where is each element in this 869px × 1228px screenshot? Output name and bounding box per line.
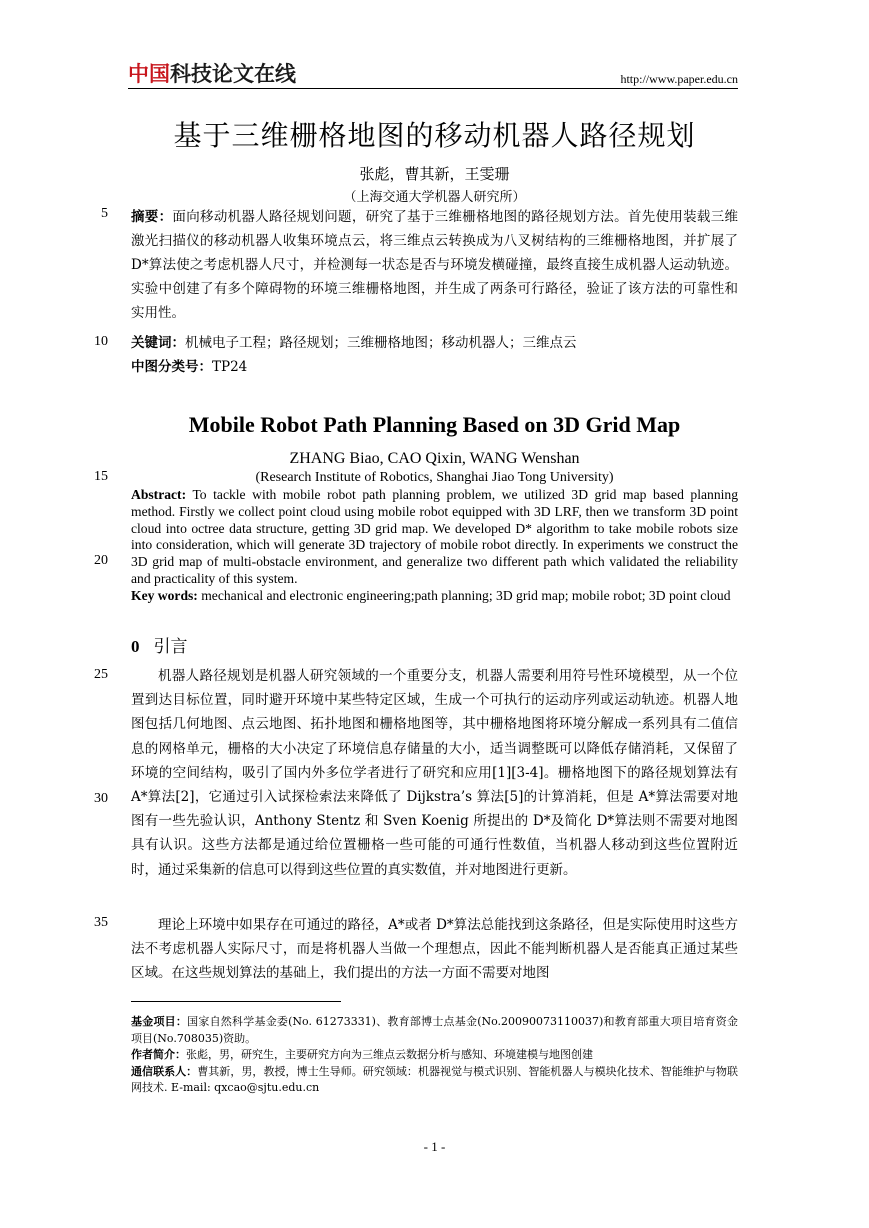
affiliation-en: (Research Institute of Robotics, Shanghai Jiao Tong University) xyxy=(255,470,614,485)
footnote-contact-label: 通信联系人： xyxy=(131,1064,198,1078)
paper-title-cn: 基于三维栅格地图的移动机器人路径规划 xyxy=(173,119,696,152)
keywords-en-text: mechanical and electronic engineering;path planning; 3D grid map; mobile robot; 3D point cloud xyxy=(201,588,731,603)
footnote-funding-text: 国家自然科学基金委(No. 61273331)、教育部博士点基金(No.20090073110037)和教育部重大项目培育资金项目(No.708035)资助。 xyxy=(131,1015,739,1045)
line-number-15: 15 xyxy=(94,469,108,484)
line-number-10: 10 xyxy=(94,334,108,349)
footnote-rule xyxy=(131,1001,341,1002)
footnote-author-text: 张彪，男，研究生，主要研究方向为三维点云数据分析与感知、环境建模与地图创建 xyxy=(186,1048,593,1061)
classification-cn-label: 中图分类号： xyxy=(131,359,212,375)
abstract-en-label: Abstract: xyxy=(131,487,187,502)
paper-title-en: Mobile Robot Path Planning Based on 3D Grid Map xyxy=(188,412,681,437)
keywords-cn xyxy=(131,331,738,355)
keywords-cn-label: 关键词： xyxy=(131,335,185,351)
abstract-en xyxy=(131,487,738,588)
line-number-35: 35 xyxy=(94,915,108,930)
classification-cn xyxy=(131,355,738,379)
line-number-30: 30 xyxy=(94,791,108,806)
keywords-en-label: Key words: xyxy=(131,588,198,603)
journal-logo xyxy=(128,60,296,88)
intro-paragraph-1: 机器人路径规划是机器人研究领域的一个重要分支，机器人需要利用符号性环境模型，从一个位置到达目标位置，同时避开环境中某些特定区域，生成一个可执行的运动序列或运动轨迹。机器人地图包括几何地图、点云地图、拓扑地图和栅格地图等，其中栅格地图将环境分解成一系列具有二值信息的网格单元，栅格的大小决定了环境信息存储量的大小，适当调整既可以降低存储消耗，又保留了环境的空间结构，吸引了国内外多位学者进行了研究和应用[1][3-4]。栅格地图下的路径规划算法有 A*算法[2]，它通过引入试探检索法来降低了 Dijkstra’s 算法[5]的计算消耗，但是 A*算法需要对地图有一些先验认识，Anthony Stentz 和 Sven Koenig 所提出的 D*及简化 D*算法则不需要对地图具有认识。这些方法都是通过给位置栅格一些可能的可通行性数值，当机器人移动到这些位置附近时，通过采集新的信息可以得到这些位置的真实数值，并对地图进行更新。 xyxy=(131,668,738,878)
abstract-en-text: To tackle with mobile robot path planning problem, we utilized 3D grid map based planning method. Firstly we collect point cloud using mobile robot equipped with 3D LRF, then we transform 3D point cloud into octree data structure, getting 3D grid map. We developed D* algorithm to take mobile robots size into consideration, which will generate 3D trajectory of mobile robot directly. In experiments we construct the 3D grid map of multi-obstacle environment, and generalize two different path which validated the reliability and practicality of this system. xyxy=(131,487,739,586)
page-number: - 1 - xyxy=(423,1139,446,1154)
keywords-en xyxy=(131,588,738,605)
line-number-20: 20 xyxy=(94,553,108,568)
line-number-25: 25 xyxy=(94,667,108,682)
header-rule xyxy=(128,88,738,89)
footnote-contact xyxy=(131,1064,738,1097)
line-number-5: 5 xyxy=(101,206,108,221)
authors-cn: 张彪，曹其新，王雯珊 xyxy=(359,165,510,183)
footnote-author-label: 作者简介： xyxy=(131,1048,186,1061)
intro-paragraph-2: 理论上环境中如果存在可通过的路径，A*或者 D*算法总能找到这条路径，但是实际使用时这些方法不考虑机器人实际尺寸，而是将机器人当做一个理想点，因此不能判断机器人是否能真正通过某些区域。在这些规划算法的基础上，我们提出的方法一方面不需要对地图 xyxy=(131,917,738,982)
abstract-cn-label: 摘要： xyxy=(131,209,173,225)
footnote-contact-text: 曹其新，男，教授，博士生导师。研究领域：机器视觉与模式识别、智能机器人与模块化技术、智能维护与物联网技术. E-mail: qxcao@sjtu.edu.cn xyxy=(131,1064,739,1094)
abstract-cn-text: 面向移动机器人路径规划问题，研究了基于三维栅格地图的路径规划方法。首先使用装载三维激光扫描仪的移动机器人收集环境点云，将三维点云转换成为八叉树结构的三维栅格地图，并扩展了 D*算法使之考虑机器人尺寸，并检测每一状态是否与环境发横碰撞，最终直接生成机器人运动轨迹。实验中创建了有多个障碍物的环境三维栅格地图，并生成了两条可行路径，验证了该方法的可靠性和实用性。 xyxy=(131,209,739,321)
footnotes xyxy=(131,1014,738,1097)
section-title: 引言 xyxy=(153,637,188,657)
authors-en: ZHANG Biao, CAO Qixin, WANG Wenshan xyxy=(289,450,580,467)
footnote-funding-label: 基金项目： xyxy=(131,1015,188,1028)
abstract-cn xyxy=(131,205,738,325)
footnote-funding xyxy=(131,1014,738,1047)
affiliation-cn: （上海交通大学机器人研究所） xyxy=(343,190,526,205)
keywords-cn-text: 机械电子工程；路径规划；三维栅格地图；移动机器人；三维点云 xyxy=(185,335,577,351)
logo-dark-text: 科技论文在线 xyxy=(170,62,296,86)
classification-cn-text: TP24 xyxy=(212,359,248,375)
section-number: 0 xyxy=(131,637,140,656)
section-heading-intro xyxy=(131,636,188,658)
footnote-author xyxy=(131,1047,738,1064)
logo-red-text: 中国 xyxy=(128,62,170,86)
header-url[interactable]: http://www.paper.edu.cn xyxy=(620,72,738,86)
